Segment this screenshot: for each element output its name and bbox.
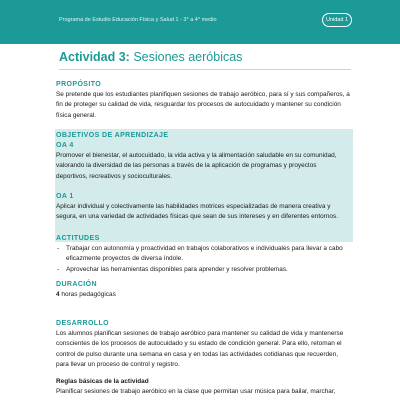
desarrollo-heading: DESARROLLO [56, 320, 109, 327]
dash-bullet-icon: - [57, 245, 60, 252]
proposito-line: física general. [56, 111, 97, 119]
proposito-line: fin de proteger su calidad de vida, resguardar los procesos de autocuidado y mantener su condición [56, 101, 341, 109]
unit-badge: Unidad 1 [322, 13, 352, 27]
oa4-line: Promover el bienestar, el autocuidado, la vida activa y la alimentación saludable en su comunidad, [56, 152, 337, 159]
proposito-heading: PROPÓSITO [56, 81, 102, 88]
list-item: - Aprovechar las herramientas disponibles para aprender y resolver problemas. [56, 265, 356, 275]
proposito-line: Se pretende que los estudiantes planifiquen sesiones de trabajo aeróbico, para sí y sus compañeros, a [56, 91, 350, 98]
reglas-heading: Reglas básicas de la actividad [56, 378, 149, 385]
reglas-line: Planificar sesiones de trabajo aeróbico en la clase que permitan usar música para bailar, marchar, [56, 388, 336, 395]
desarrollo-line: para llevar un proceso de control y registro. [56, 361, 180, 369]
actitudes-heading: ACTITUDES [56, 235, 100, 242]
activity-title [59, 50, 242, 64]
duracion-unit: horas pedagógicas [59, 291, 116, 298]
desarrollo-text [56, 329, 353, 371]
title-divider [59, 69, 351, 70]
objetivos-heading: OBJETIVOS DE APRENDIZAJE [56, 132, 169, 139]
program-title: Programa de Estudio Educación Física y Salud 1 - 3° a 4° medio [59, 17, 217, 23]
desarrollo-line: control de pulso durante una semana en casa y en todas las actividades cotidianas que recuerden, [56, 350, 339, 358]
oa1-line: Aplicar individual y colectivamente las habilidades motrices especializadas de manera creativa y [56, 203, 331, 210]
duracion-text [56, 290, 353, 300]
oa1-line: segura, en una variedad de actividades físicas que sean de sus intereses y en diferentes entornos. [56, 213, 338, 221]
objetivos-box [55, 129, 353, 242]
dash-bullet-icon: - [57, 265, 60, 273]
oa4-line: valorando la diversidad de las personas a través de la aplicación de programas y proyectos [56, 162, 317, 170]
oa1-code: OA 1 [56, 193, 74, 200]
oa1-text [56, 202, 353, 223]
desarrollo-line: conscientes de los procesos de autocuidado y su estado de condición general. Para ello, retoman el [56, 340, 342, 348]
list-item: - Trabajar con autonomía y proactividad en trabajos colaborativos e individuales para llevar a cabo eficazmente proyectos de diversa índole. [57, 245, 343, 263]
oa4-text [56, 151, 353, 182]
duracion-hours: 4 [56, 291, 60, 298]
reglas-text [56, 387, 353, 397]
header-bar [0, 0, 400, 44]
activity-title-rest: Sesiones aeróbicas [129, 50, 243, 64]
proposito-text [56, 90, 353, 121]
oa4-code: OA 4 [56, 142, 74, 149]
actitudes-list [56, 244, 356, 275]
duracion-heading: DURACIÓN [56, 281, 97, 288]
activity-title-bold: Actividad 3: [59, 50, 130, 64]
desarrollo-line: Los alumnos planifican sesiones de trabajo aeróbico para mantener su calidad de vida y mantenerse [56, 330, 344, 337]
oa4-line: deportivos, recreativos y socioculturales. [56, 172, 172, 180]
